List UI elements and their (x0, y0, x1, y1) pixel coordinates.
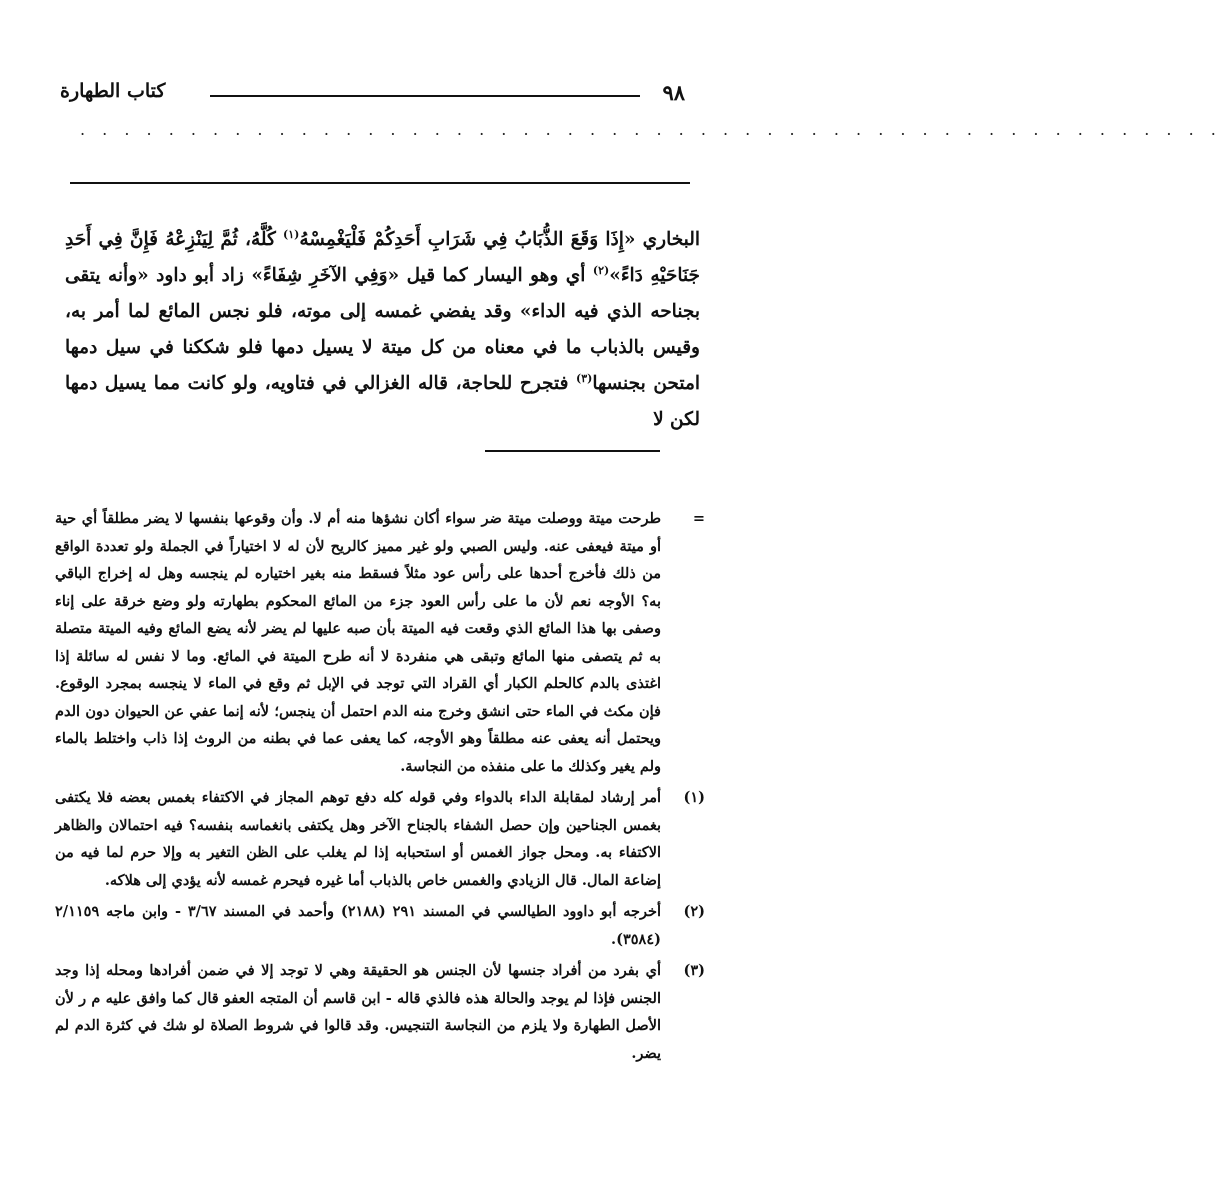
footnote-ref-2: (٢) (592, 263, 610, 277)
main-text (65, 222, 700, 438)
main-text-segment-1: البخاري «إِذَا وَقَعَ الذُّبَابُ فِي شَرَابِ أَحَدِكُمْ فَلْيَغْمِسْهُ (299, 229, 701, 250)
footnote-text: أمر إرشاد لمقابلة الداء بالدواء وفي قوله كله دفع توهم المجاز في الاكتفاء بغمس بعضه فلا يكتفى بغمس الجناحين وإن حصل الشفاء بالجناح الآخر وهل يكتفى بانغماسه بنفسه؟ فيه احتمالان والظاهر الاكتفاء به. ومحل جواز الغمس أو استحبابه إذا لم يغلب على الظن التغير به وإلا حرم لما فيه من إضاعة المال. قال الزيادي والغمس خاص بالذباب أما غيره فيحرم غمسه لأنه يؤدي إلى هلاكه. (55, 789, 661, 889)
footnote-marker: (٣) (683, 962, 705, 979)
main-text-segment-3: أي وهو اليسار كما قيل «وَفِي الآخَرِ شِفَاءً» زاد أبو داود «وأنه يتقى بجناحه الذي فيه الداء» وقد يفضي غمسه إلى موته، فلو نجس المائع لما أمر به، وقيس بالذباب ما في معناه من كل ميتة لا يسيل دمها فلو شككنا في سيل دمها امتحن بجنسها (65, 265, 700, 394)
footnote-marker: = (692, 510, 705, 527)
main-text-segment-2: كُلَّهُ، ثُمَّ لِيَنْزِعْهُ فَإِنَّ فِي أَحَدِ جَنَاحَيْهِ دَاءً» (65, 229, 700, 286)
footnote-ref-3: (٣) (576, 371, 593, 385)
main-text-segment-4: فتجرح للحاجة، قاله الغزالي في فتاويه، ولو كانت مما يسيل دمها لكن لا (65, 373, 700, 430)
footnote-text: طرحت ميتة ووصلت ميتة ضر سواء أكان نشؤها منه أم لا. وأن وقوعها بنفسها لا يضر مطلقاً أي حية أو ميتة فيعفى عنه. وليس الصبي ولو غير مميز كالريح لأن له لا اختياراً في الجملة ولو تعددة الواقع من ذلك فأخرج أحدها على رأس عود مثلاً فسقط منه بغير اختياره لم ينجسه وهل له إخراج الباقي به؟ الأوجه نعم لأن ما على رأس العود جزء من المائع المحكوم بطهارته ولو وضع خرقة على إناء وصفى بها هذا المائع الذي وقعت فيه الميتة بأن صبه عليها لم يضر لأنه يضع المائع وفيه الميتة متصلة به ثم يتصفى منها المائع وتبقى هي منفردة لا أنه طرح الميتة في المائع. وما لا نفس له سائلة إذا اغتذى بالدم كالحلم الكبار أي القراد التي توجد في الإبل ثم وقع في الماء لا ينجسه بمجرد الوقوع. فإن مكث في الماء حتى انشق وخرج منه الدم احتمل أن ينجس؛ لأنه إنما عفي عن الحيوان دون الدم ويحتمل أنه يعفى عنه مطلقاً وهو الأوجه، كما يعفى عما في بطنه من الروث إذا ذاب واختلط بالماء ولم يغير وكذلك ما على منفذه من النجاسة. (55, 510, 661, 775)
footnotes (55, 505, 705, 1071)
footnote-marker: (١) (683, 789, 705, 806)
header-rule (210, 95, 640, 97)
chapter-title: كتاب الطهارة (60, 80, 166, 102)
footnote-text: أخرجه أبو داوود الطيالسي في المسند ٢٩١ (٢١٨٨) وأحمد في المسند ٣/٦٧ - وابن ماجه ٢/١١٥٩ (٣٥٨٤). (55, 903, 661, 948)
footnote-text: أي بفرد من أفراد جنسها لأن الجنس هو الحقيقة وهي لا توجد إلا في ضمن أفرادها ومحله إذا وجد الجنس فإذا لم يوجد والحالة هذه فالذي قاله - ابن قاسم أن المتجه العفو قال كما وافق عليه م ر لأن الأصل الطهارة ولا يلزم من النجاسة التنجيس. وقد قالوا في شروط الصلاة لو شك في كثرة الدم لم يضر. (55, 962, 661, 1062)
footnote-continuation (55, 505, 705, 780)
footnote-separator (485, 450, 660, 452)
footnote-1 (55, 784, 705, 894)
page-number: ٩٨ (662, 80, 685, 105)
running-header (60, 80, 685, 110)
omission-dots: . . . . . . . . . . . . . . . . . . . . . . . . . . . . . . . . . . . . . . . . . . . . . . . . . . . . (80, 120, 1222, 139)
footnote-marker: (٢) (683, 903, 705, 920)
footnote-3 (55, 957, 705, 1067)
footnote-2 (55, 898, 705, 953)
top-rule (70, 182, 690, 184)
footnote-ref-1: (١) (283, 227, 300, 241)
main-paragraph (65, 222, 700, 438)
